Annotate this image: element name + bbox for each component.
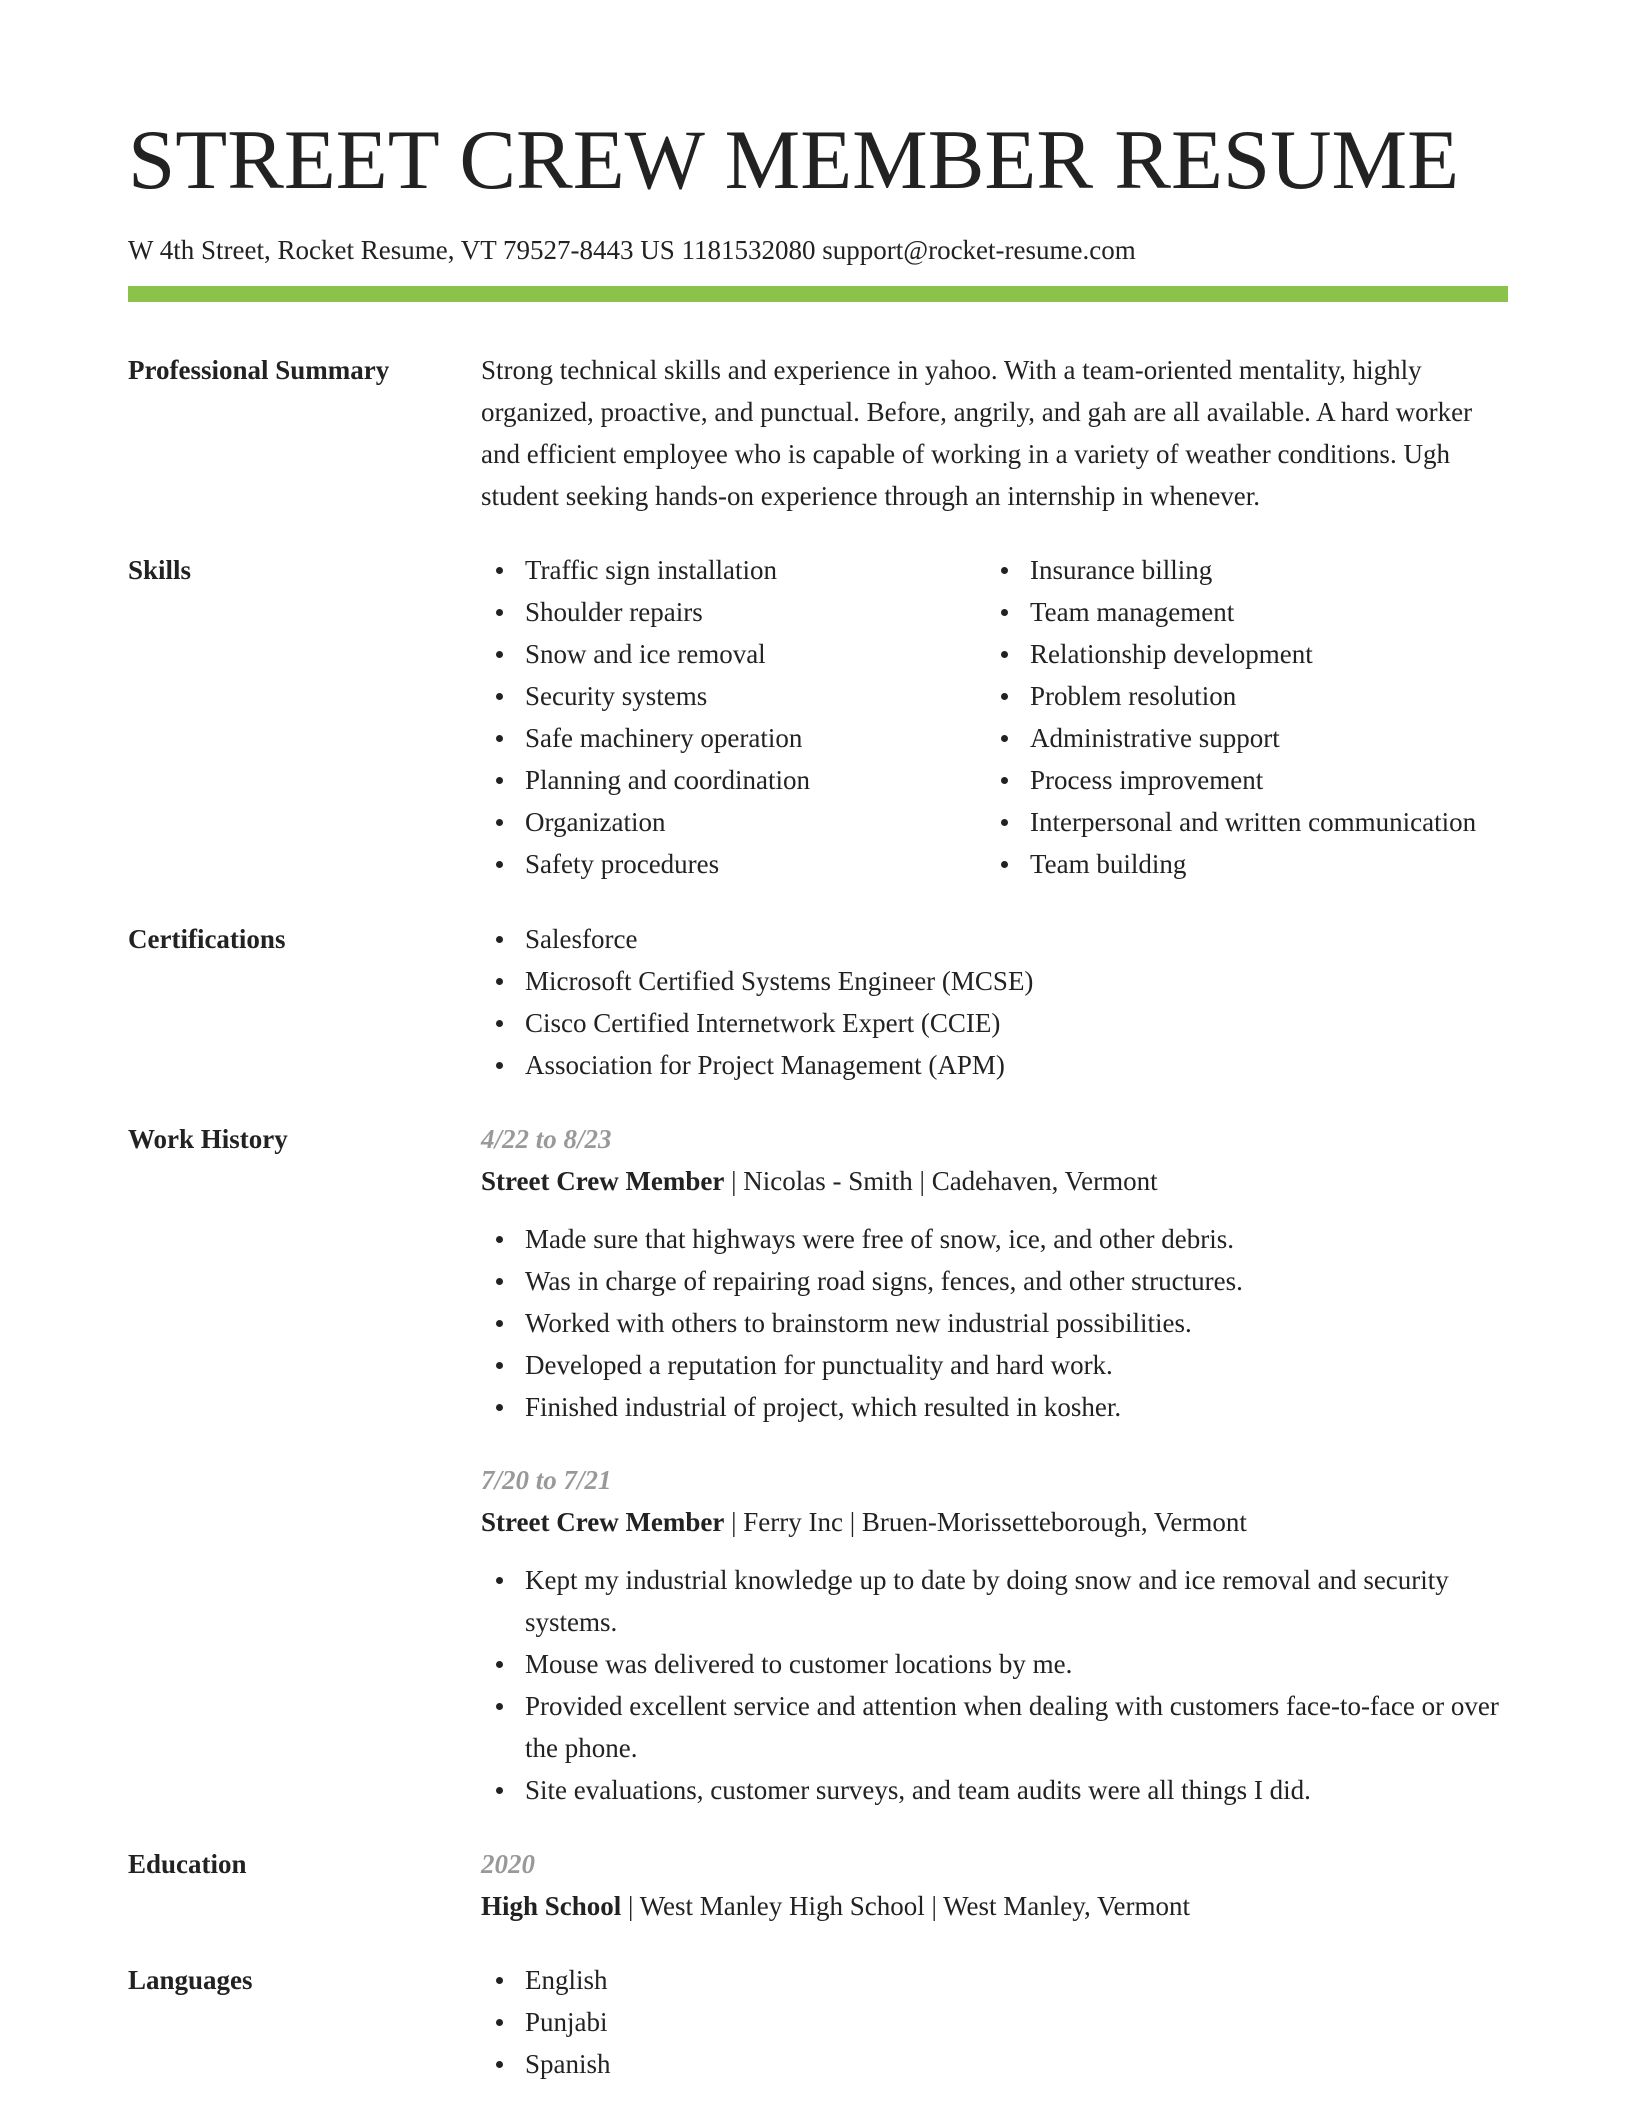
skill-item: Problem resolution [986, 675, 1526, 717]
education-label: Education [128, 1849, 247, 1879]
job-dates: 7/20 to 7/21 [481, 1465, 612, 1495]
skill-item: Process improvement [986, 759, 1526, 801]
education-dates: 2020 [481, 1849, 535, 1879]
job-employer-location: | Nicolas - Smith | Cadehaven, Vermont [724, 1166, 1158, 1196]
certification-item: Microsoft Certified Systems Engineer (MCSE) [481, 960, 1508, 1002]
education-degree: High School [481, 1891, 622, 1921]
certification-item: Salesforce [481, 918, 1508, 960]
language-item: Spanish [481, 2043, 1508, 2085]
languages-label: Languages [128, 1965, 253, 1995]
education-heading [481, 1885, 1508, 1927]
job-employer-location: | Ferry Inc | Bruen-Morissetteborough, Vermont [724, 1507, 1247, 1537]
job-bullet: Mouse was delivered to customer locations by me. [481, 1643, 1508, 1685]
job-bullets [481, 1559, 1508, 1811]
certification-item: Association for Project Management (APM) [481, 1044, 1508, 1086]
resume-title: STREET CREW MEMBER RESUME [128, 113, 1460, 207]
skill-item: Traffic sign installation [481, 549, 961, 591]
job-bullet: Finished industrial of project, which resulted in kosher. [481, 1386, 1508, 1428]
skill-item: Safe machinery operation [481, 717, 961, 759]
skill-item: Safety procedures [481, 843, 961, 885]
language-item: Punjabi [481, 2001, 1508, 2043]
work-history-label: Work History [128, 1124, 288, 1154]
skill-item: Security systems [481, 675, 961, 717]
job-entry [481, 1459, 1508, 1811]
skill-item: Planning and coordination [481, 759, 961, 801]
job-bullet: Kept my industrial knowledge up to date by doing snow and ice removal and security systems. [481, 1559, 1508, 1643]
summary-label: Professional Summary [128, 355, 390, 385]
job-entry [481, 1118, 1508, 1428]
languages-body [481, 1959, 1508, 2085]
job-bullet: Developed a reputation for punctuality and hard work. [481, 1344, 1508, 1386]
job-bullet: Worked with others to brainstorm new industrial possibilities. [481, 1302, 1508, 1344]
skill-item: Organization [481, 801, 961, 843]
skill-item: Team management [986, 591, 1526, 633]
job-bullet: Provided excellent service and attention when dealing with customers face-to-face or over the phone. [481, 1685, 1508, 1769]
skill-item: Snow and ice removal [481, 633, 961, 675]
skill-item: Interpersonal and written communication [986, 801, 1526, 843]
skill-item: Shoulder repairs [481, 591, 961, 633]
skill-item: Insurance billing [986, 549, 1526, 591]
education-school-location: | West Manley High School | West Manley, Vermont [621, 1891, 1190, 1921]
skills-body [481, 549, 1508, 885]
job-heading [481, 1501, 1508, 1543]
job-title: Street Crew Member [481, 1507, 725, 1537]
summary-body [481, 349, 1508, 517]
languages-list [481, 1959, 1508, 2085]
skill-item: Administrative support [986, 717, 1526, 759]
skills-label: Skills [128, 555, 192, 585]
certifications-list [481, 918, 1508, 1086]
summary-text: Strong technical skills and experience in yahoo. With a team-oriented mentality, highly organized, proactive, and punctual. Before, angrily, and gah are all available. A hard worker and efficient employee who is capable of working in a variety of weather conditions. Ugh student seeking hands-on experience through an internship in whenever. [481, 355, 1473, 511]
job-dates: 4/22 to 8/23 [481, 1124, 612, 1154]
job-bullet: Made sure that highways were free of snow, ice, and other debris. [481, 1218, 1508, 1260]
language-item: English [481, 1959, 1508, 2001]
education-body [481, 1843, 1508, 1927]
certification-item: Cisco Certified Internetwork Expert (CCIE) [481, 1002, 1508, 1044]
contact-line: W 4th Street, Rocket Resume, VT 79527-8443 US 1181532080 support@rocket-resume.com [128, 235, 1136, 265]
job-title: Street Crew Member [481, 1166, 725, 1196]
skills-list-right [986, 549, 1526, 885]
skill-item: Relationship development [986, 633, 1526, 675]
job-bullet: Site evaluations, customer surveys, and team audits were all things I did. [481, 1769, 1508, 1811]
job-bullets [481, 1218, 1508, 1428]
certifications-label: Certifications [128, 924, 286, 954]
skills-list-left [481, 549, 961, 885]
work-history-body [481, 1118, 1508, 1811]
job-bullet: Was in charge of repairing road signs, fences, and other structures. [481, 1260, 1508, 1302]
header-divider [128, 286, 1508, 302]
certifications-body [481, 918, 1508, 1086]
job-heading [481, 1160, 1508, 1202]
skill-item: Team building [986, 843, 1526, 885]
